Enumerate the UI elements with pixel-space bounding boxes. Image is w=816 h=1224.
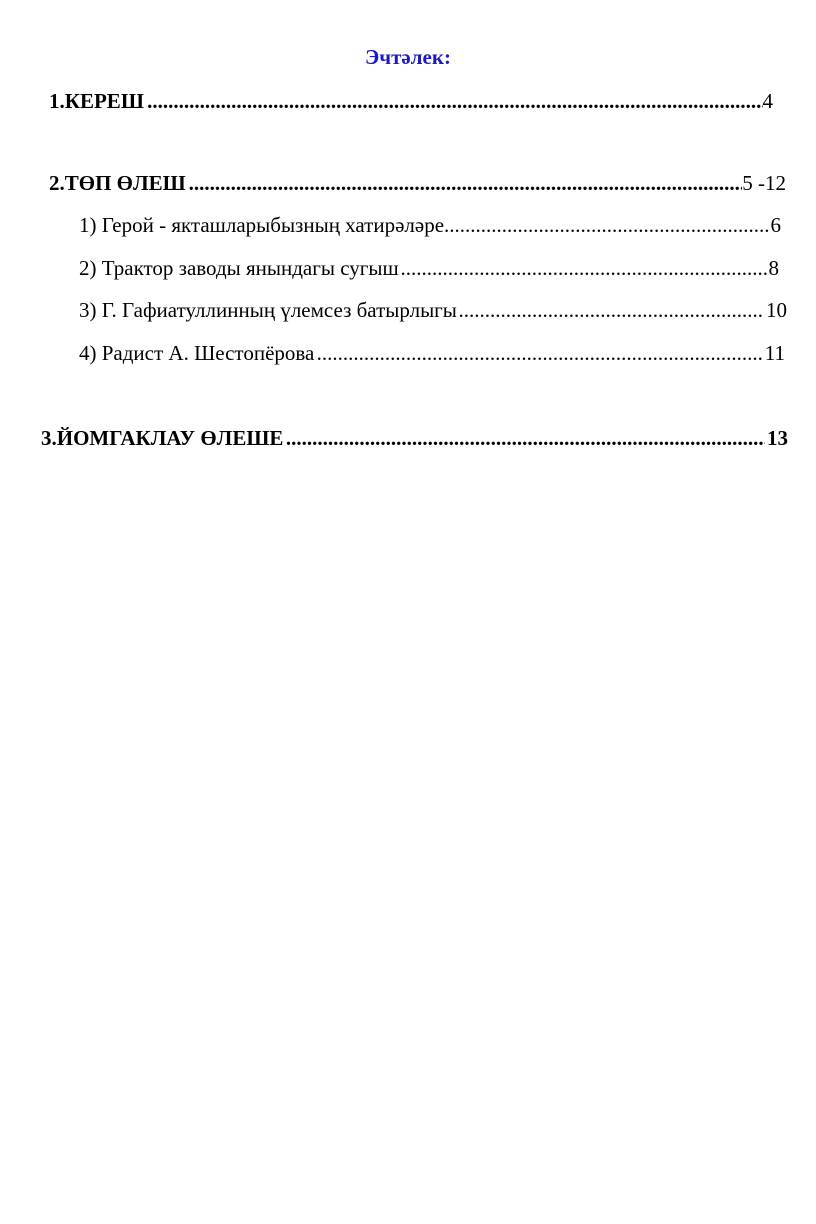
- toc-entry-label: 3) Г. Гафиатуллинның үлемсез батырлыгы: [79, 298, 457, 322]
- toc-entry-number: 1.: [49, 89, 65, 113]
- toc-entry-page: 5 -12: [742, 171, 786, 195]
- toc-entry-conclusion: [41, 423, 788, 453]
- toc-subentry: [79, 253, 779, 283]
- dot-leader: [317, 338, 763, 368]
- toc-entry-number: 3.: [41, 426, 57, 450]
- dot-leader: [189, 168, 743, 198]
- toc-entry-label: КЕРЕШ: [64, 89, 144, 113]
- toc-entry-label: 4) Радист А. Шестопёрова: [79, 341, 315, 365]
- toc-entry-label: ТӨП ӨЛЕШ: [64, 171, 186, 195]
- toc-entry-main-part: [49, 168, 786, 198]
- toc-entry-label: ЙОМГАКЛАУ ӨЛЕШЕ: [56, 426, 284, 450]
- dot-leader: [401, 253, 767, 283]
- toc-subentry: [79, 210, 781, 240]
- toc-subentry: [79, 338, 785, 368]
- toc-entry-label: 2) Трактор заводы янындагы сугыш: [79, 256, 399, 280]
- dot-leader: [286, 423, 765, 453]
- toc-entry-introduction: [49, 86, 773, 116]
- toc-title: Эчтәлек:: [365, 45, 451, 69]
- toc-entry-page: 8: [768, 256, 779, 280]
- toc-entry-page: 11: [764, 341, 785, 365]
- toc-subentry: [79, 295, 787, 325]
- toc-entry-page: 4: [762, 89, 773, 113]
- toc-entry-number: 2.: [49, 171, 65, 195]
- toc-entry-label: 1) Герой - якташларыбызның хатирәләре: [79, 213, 445, 237]
- dot-leader: [147, 86, 762, 116]
- dot-leader: [444, 210, 769, 240]
- toc-entry-page: 6: [770, 213, 781, 237]
- toc-entry-page: 13: [767, 426, 788, 450]
- dot-leader: [458, 295, 764, 325]
- toc-entry-page: 10: [766, 298, 787, 322]
